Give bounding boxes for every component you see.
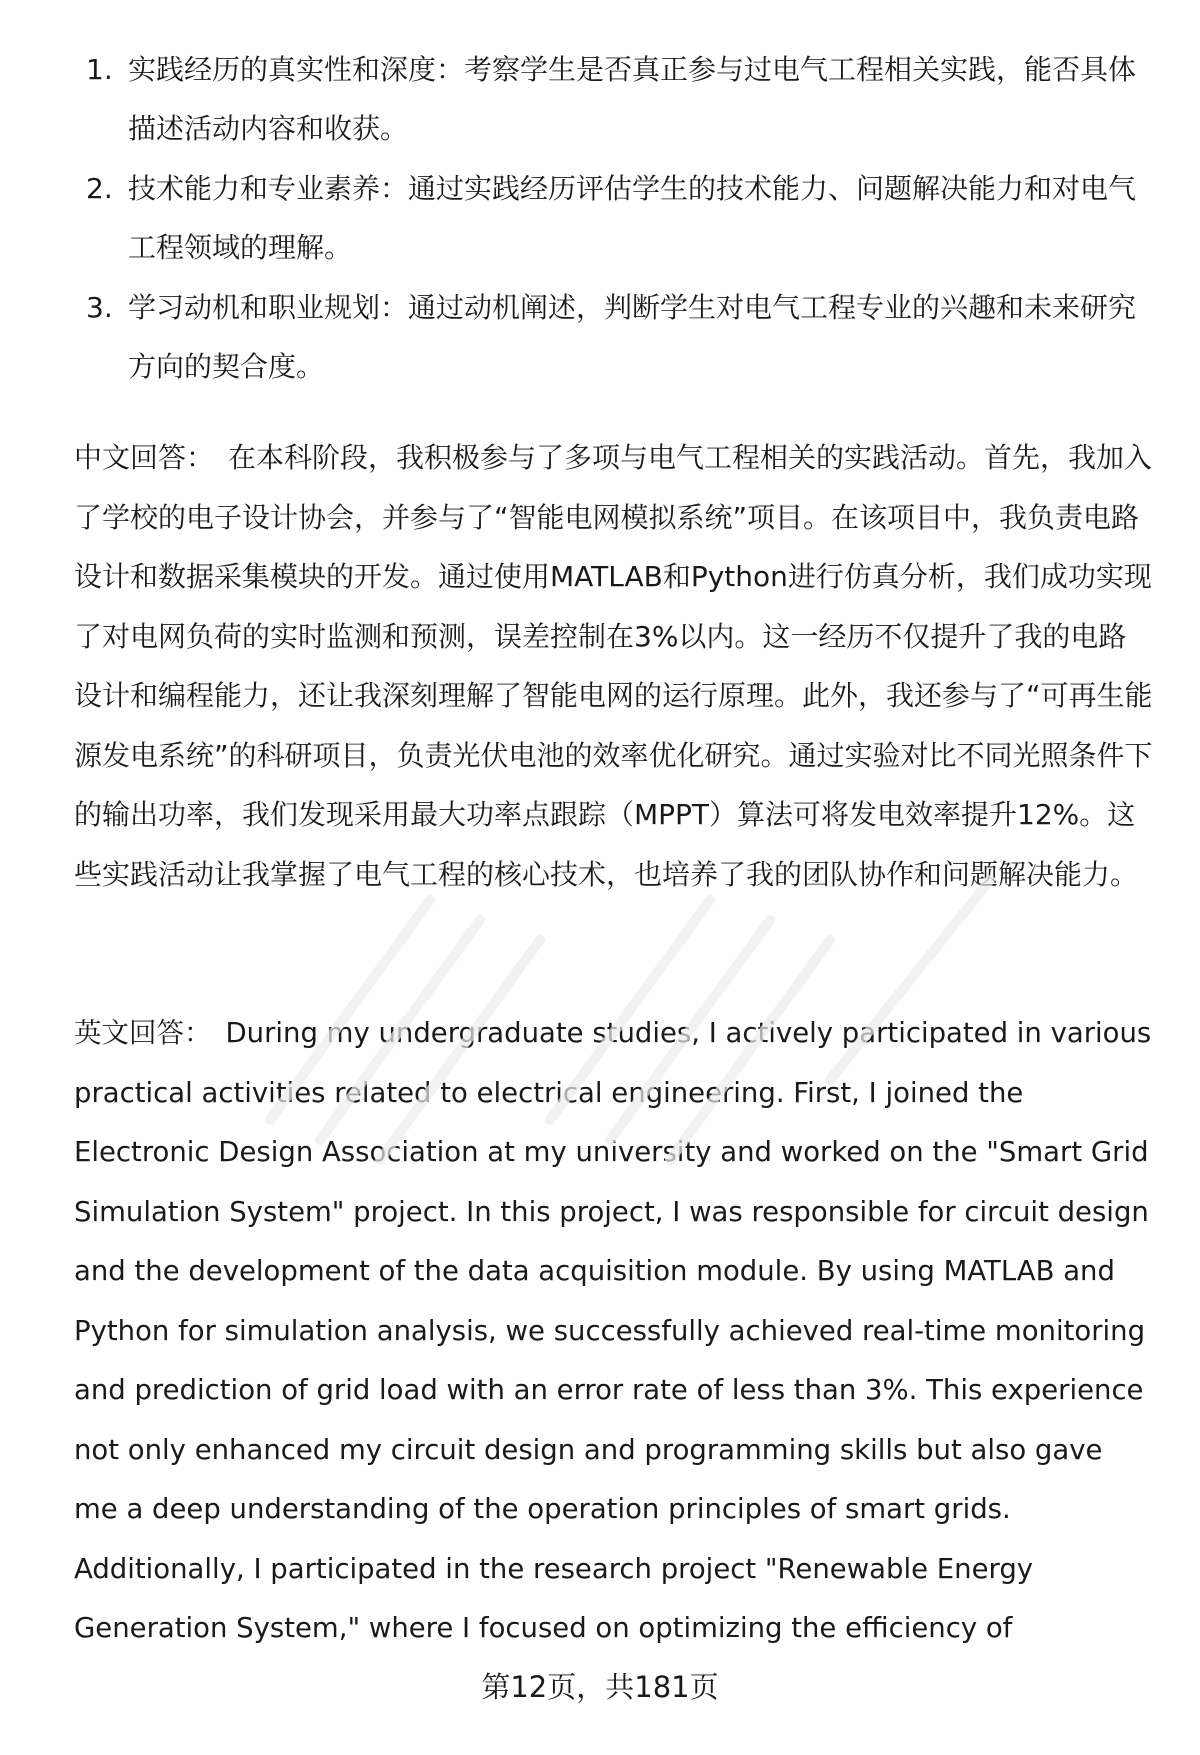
english-answer-paragraph xyxy=(74,1004,1154,1659)
criterion-number: 3. xyxy=(86,291,113,324)
chinese-answer-paragraph xyxy=(74,428,1154,904)
criterion-number: 2. xyxy=(86,172,113,205)
criterion-item xyxy=(0,40,1200,158)
criterion-text: 实践经历的真实性和深度：考察学生是否真正参与过电气工程相关实践，能否具体描述活动内容和收获。 xyxy=(128,53,1137,145)
evaluation-criteria-list xyxy=(0,40,1200,397)
criterion-text: 学习动机和职业规划：通过动机阐述，判断学生对电气工程专业的兴趣和未来研究方向的契合度。 xyxy=(128,291,1137,383)
criterion-text: 技术能力和专业素养：通过实践经历评估学生的技术能力、问题解决能力和对电气工程领域的理解。 xyxy=(128,172,1137,264)
chinese-answer-text: 在本科阶段，我积极参与了多项与电气工程相关的实践活动。首先，我加入了学校的电子设计协会，并参与了“智能电网模拟系统”项目。在该项目中，我负责电路设计和数据采集模块的开发。通过使用MATLAB和Python进行仿真分析，我们成功实现了对电网负荷的实时监测和预测，误差控制在3%以内。这一经历不仅提升了我的电路设计和编程能力，还让我深刻理解了智能电网的运行原理。此外，我还参与了“可再生能源发电系统”的科研项目，负责光伏电池的效率优化研究。通过实验对比不同光照条件下的输出功率，我们发现采用最大功率点跟踪（MPPT）算法可将发电效率提升12%。这些实践活动让我掌握了电气工程的核心技术，也培养了我的团队协作和问题解决能力。 xyxy=(74,441,1153,891)
english-answer-label: 英文回答： xyxy=(74,1017,212,1049)
page-number-footer: 第12页，共181页 xyxy=(481,1670,719,1704)
chinese-answer-label: 中文回答： xyxy=(74,441,215,474)
criterion-item xyxy=(0,278,1200,396)
criterion-item xyxy=(0,159,1200,277)
english-answer-text: During my undergraduate studies, I actively participated in various practical activities related to electrical engineering. First, I joined the Electronic Design Association at my university and worked on the "Smart Grid Simulation System" project. In this project, I was responsible for circuit design and the development of the data acquisition module. By using MATLAB and Python for simulation analysis, we successfully achieved real-time monitoring and prediction of grid load with an error rate of less than 3%. This experience not only enhanced my circuit design and programming skills but also gave me a deep understanding of the operation principles of smart grids. Additionally, I participated in the research project "Renewable Energy Generation System," where I focused on optimizing the efficiency of xyxy=(74,1017,1152,1644)
criterion-number: 1. xyxy=(86,53,113,86)
